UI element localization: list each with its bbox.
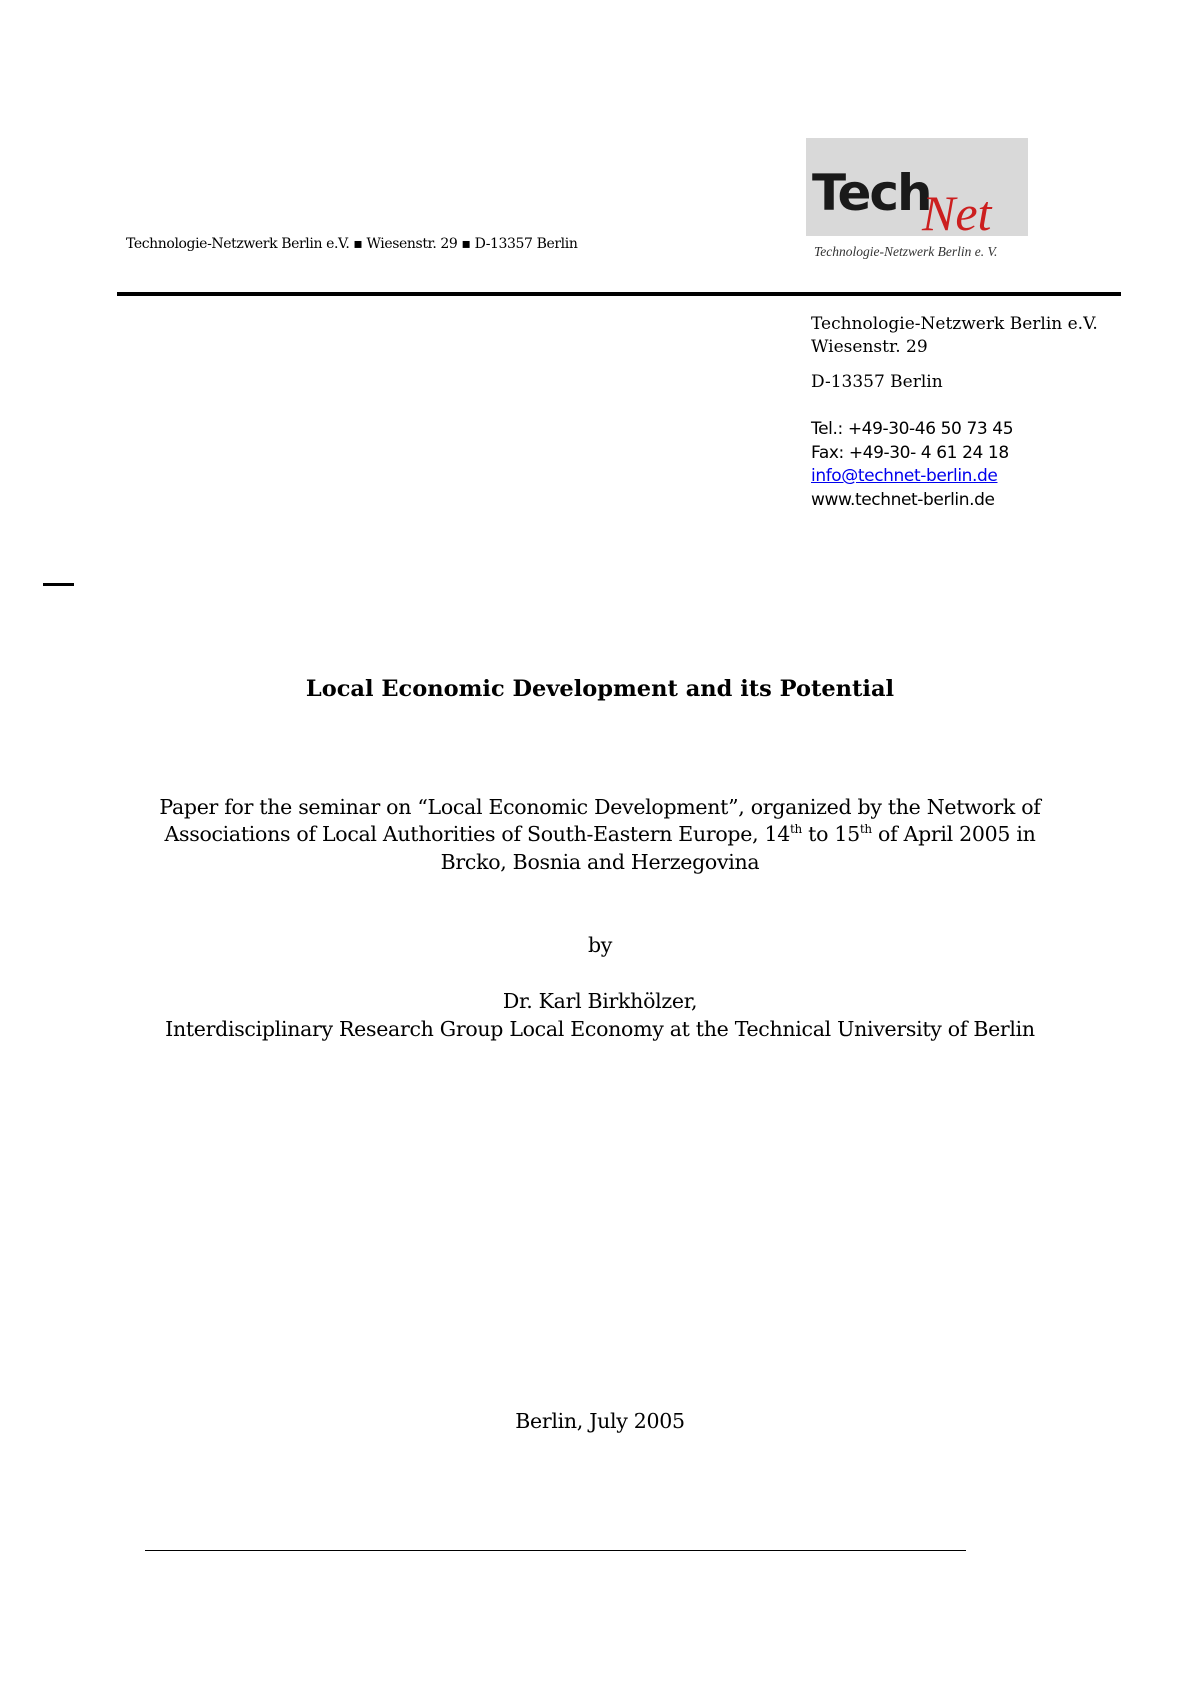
header-divider (117, 292, 1121, 296)
contact-city: D-13357 Berlin (811, 372, 943, 392)
paper-description-line-1: Paper for the seminar on “Local Economic Development”, organized by the Network of (159, 795, 1041, 819)
bottom-divider (145, 1550, 966, 1551)
author-affiliation: Interdisciplinary Research Group Local Economy at the Technical University of Berlin (165, 1017, 1035, 1041)
contact-tel: Tel.: +49-30-46 50 73 45 (811, 419, 1014, 439)
paper-description-line-3: Brcko, Bosnia and Herzegovina (440, 850, 760, 874)
author-name: Dr. Karl Birkhölzer, (502, 989, 698, 1013)
contact-email-link[interactable]: info@technet-berlin.de (811, 466, 998, 486)
place-date: Berlin, July 2005 (515, 1409, 685, 1433)
contact-fax: Fax: +49-30- 4 61 24 18 (811, 443, 1009, 463)
document-title: Local Economic Development and its Potential (305, 676, 895, 702)
contact-street: Wiesenstr. 29 (811, 337, 928, 357)
logo-tech-text: Tech (812, 164, 931, 222)
header-address-line: Technologie-Netzwerk Berlin e.V. ▪ Wiesenstr. 29 ▪ D-13357 Berlin (126, 236, 578, 252)
by-label: by (587, 933, 613, 957)
paper-description-line-2: Associations of Local Authorities of South-Eastern Europe, 14th to 15th of April 2005 in (164, 822, 1036, 846)
contact-website: www.technet-berlin.de (811, 490, 995, 510)
logo-net-text: Net (922, 185, 992, 241)
logo-subtitle: Technologie-Netzwerk Berlin e. V. (814, 244, 998, 259)
contact-org: Technologie-Netzwerk Berlin e.V. (811, 314, 1098, 334)
margin-mark (43, 583, 74, 586)
